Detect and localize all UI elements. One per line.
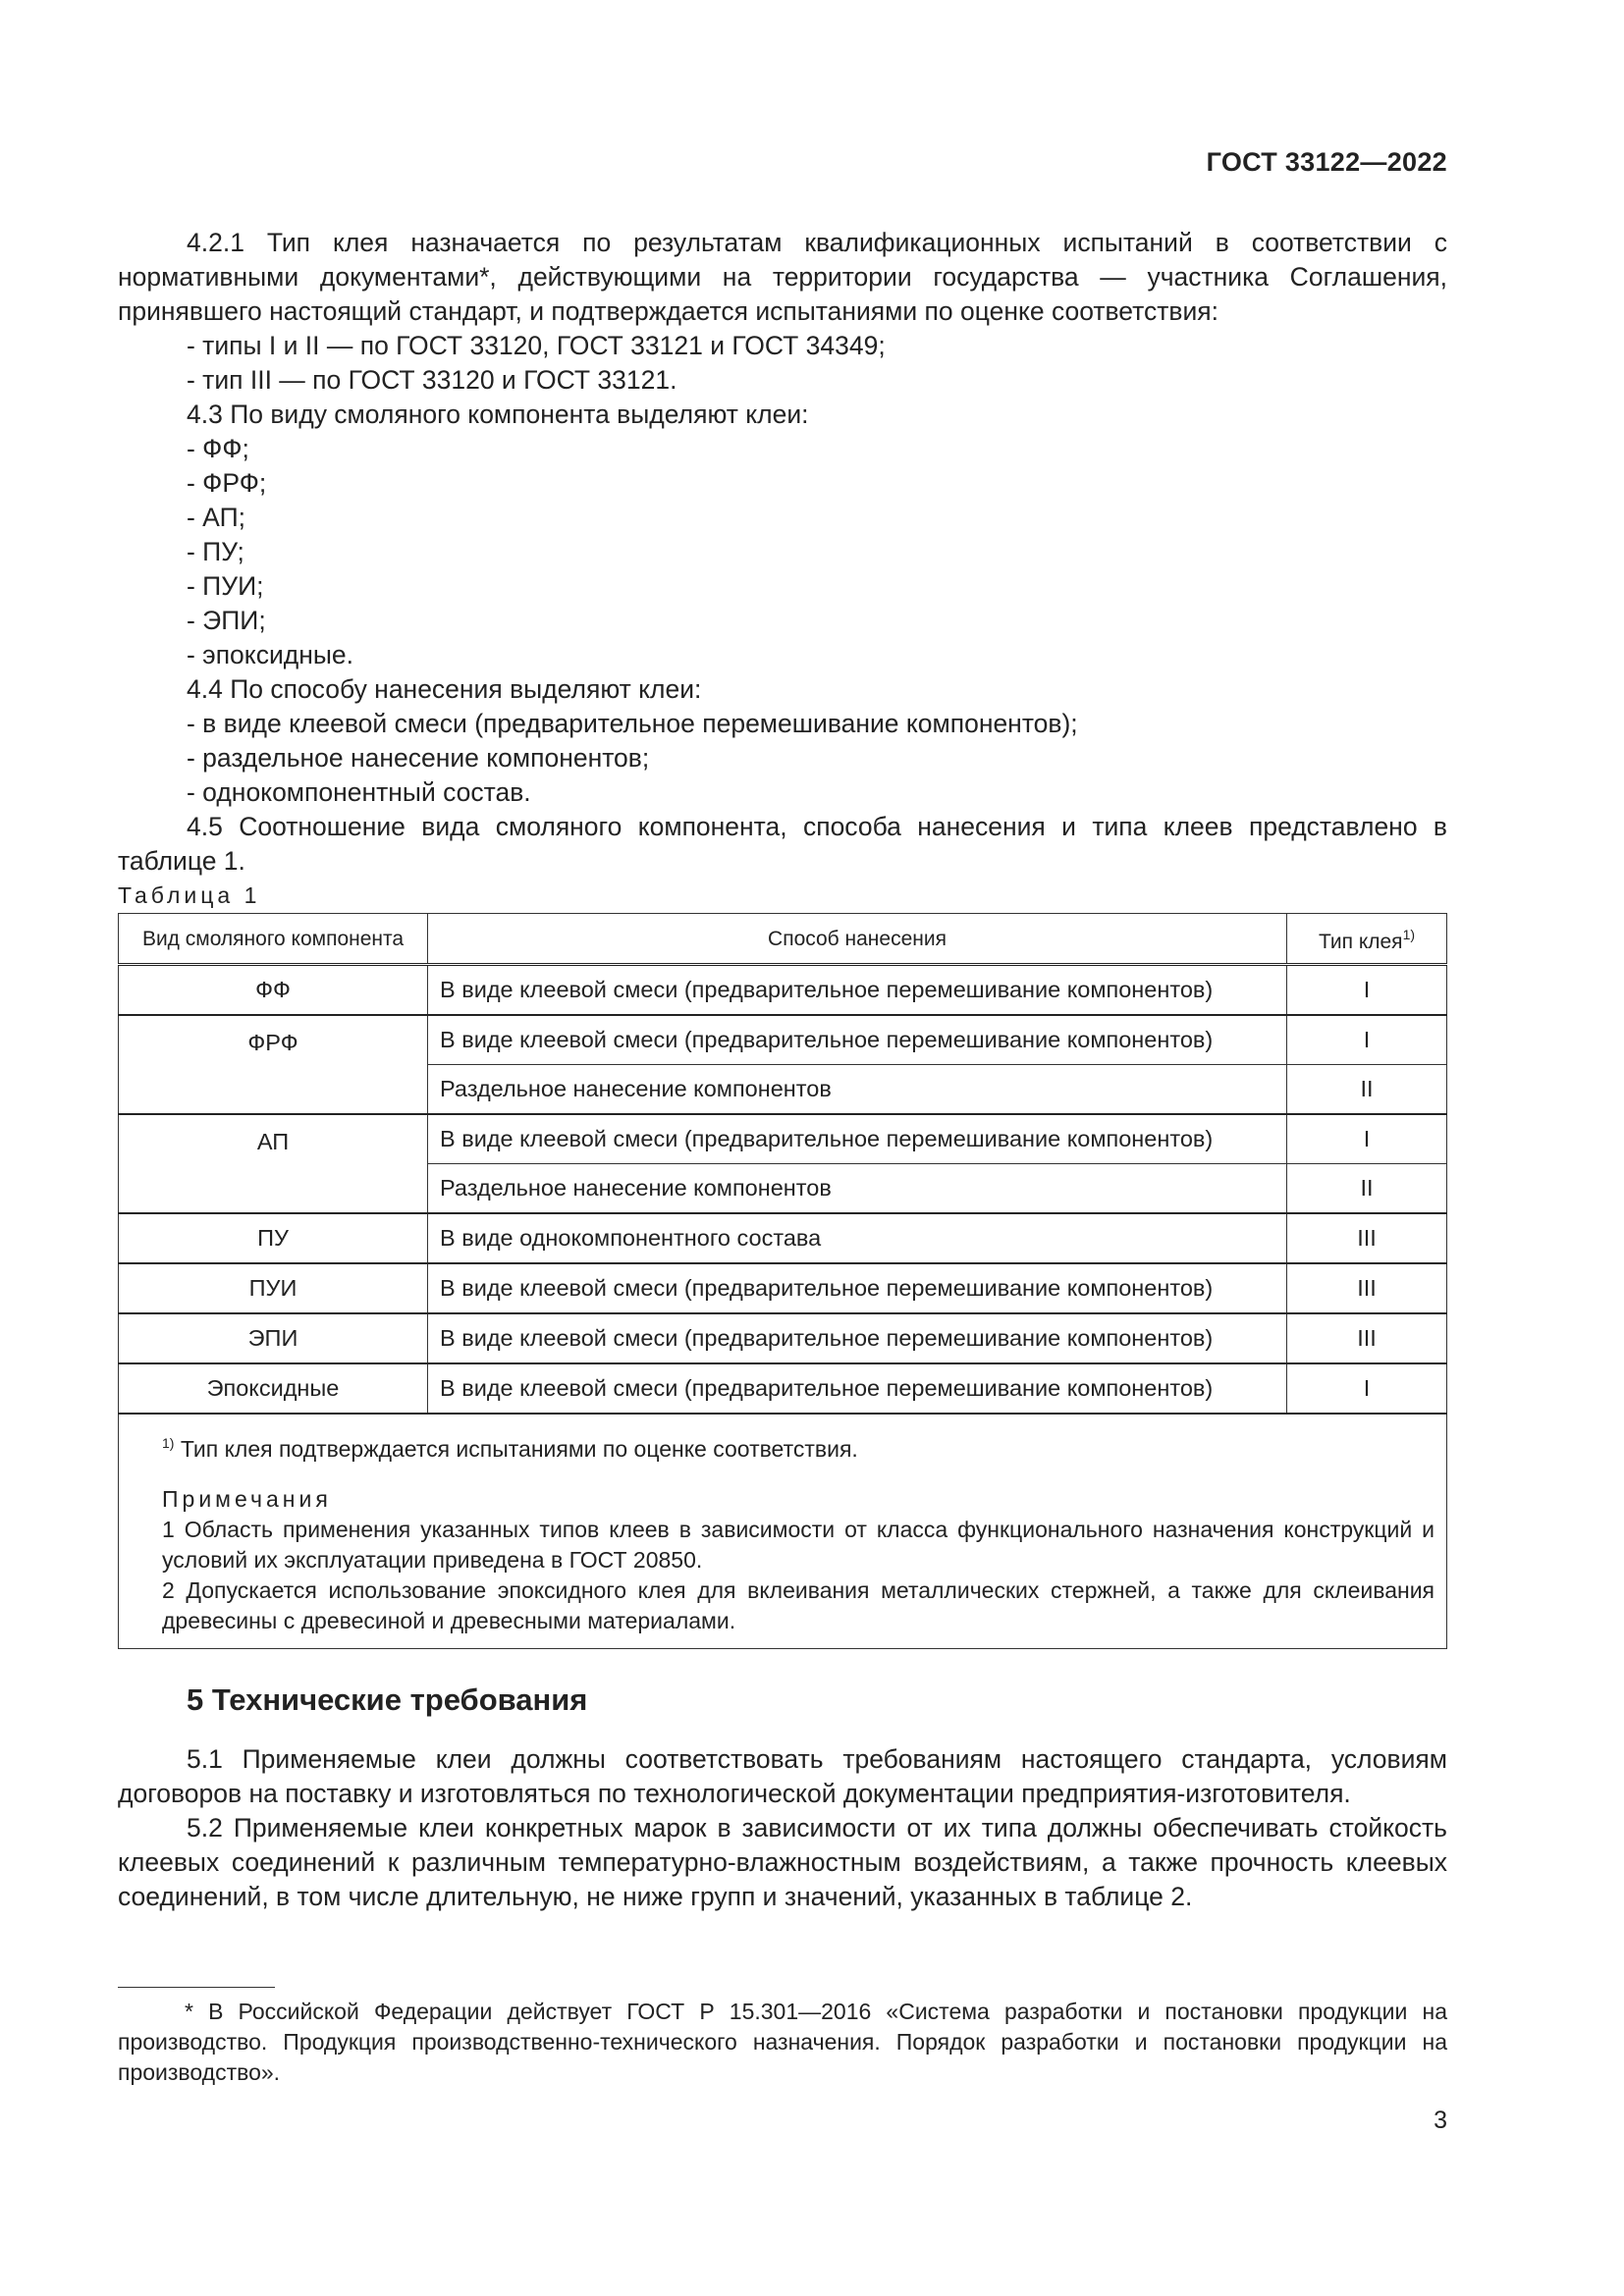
table-notes <box>119 1414 1447 1649</box>
cell-resin: ПУИ <box>119 1263 428 1313</box>
types-list-item: - тип III — по ГОСТ 33120 и ГОСТ 33121. <box>187 365 677 395</box>
cell-method: В виде клеевой смеси (предварительное перемешивание компонентов) <box>428 1114 1287 1164</box>
cell-type: I <box>1287 965 1447 1016</box>
cell-type: III <box>1287 1313 1447 1363</box>
cell-resin: АП <box>119 1114 428 1213</box>
clause-4-5: 4.5 Соотношение вида смоляного компонента, способа нанесения и типа клеев представлено в таблице 1. <box>118 812 1447 876</box>
footnote-mark: 1) <box>162 1435 175 1451</box>
method-list-item: - в виде клеевой смеси (предварительное перемешивание компонентов); <box>187 709 1078 738</box>
clause-4-3: 4.3 По виду смоляного компонента выделяют клеи: <box>187 400 809 429</box>
clause-4-4: 4.4 По способу нанесения выделяют клеи: <box>187 674 702 704</box>
table-row <box>119 1213 1447 1263</box>
cell-method: В виде клеевой смеси (предварительное перемешивание компонентов) <box>428 1263 1287 1313</box>
table-footnote <box>162 1428 1435 1465</box>
cell-type: II <box>1287 1164 1447 1214</box>
column-header-type-label: Тип клея <box>1318 931 1403 953</box>
note-2: 2 Допускается использование эпоксидного клея для вклеивания металлических стержней, а также для склеивания древесины с древесиной и древесными материалами. <box>162 1577 1435 1633</box>
document-body <box>118 226 1447 1914</box>
resin-list-item: - ФФ; <box>187 434 249 463</box>
cell-resin: ЭПИ <box>119 1313 428 1363</box>
column-header-method: Способ нанесения <box>428 914 1287 965</box>
cell-method: В виде клеевой смеси (предварительное перемешивание компонентов) <box>428 1363 1287 1414</box>
resin-list-item: - ПУ; <box>187 537 244 566</box>
page-footnote <box>118 1997 1447 2088</box>
table-row <box>119 1015 1447 1065</box>
method-list-item: - раздельное нанесение компонентов; <box>187 743 650 773</box>
cell-method: В виде однокомпонентного состава <box>428 1213 1287 1263</box>
clause-4-2-1: 4.2.1 Тип клея назначается по результатам квалификационных испытаний в соответствии с нормативными документами*, действующими на территории государства — участника Соглашения, принявшего настоящий стандарт, и подтверждается испытаниями по оценке соответствия: <box>118 228 1447 326</box>
resin-list-item: - ПУИ; <box>187 571 264 601</box>
table-row <box>119 1114 1447 1164</box>
cell-method: В виде клеевой смеси (предварительное перемешивание компонентов) <box>428 1313 1287 1363</box>
cell-type: I <box>1287 1363 1447 1414</box>
page-number: 3 <box>1434 2107 1447 2134</box>
cell-type: I <box>1287 1114 1447 1164</box>
clause-5-1: 5.1 Применяемые клеи должны соответствовать требованиям настоящего стандарта, условиям договоров на поставку и изготовляться по технологической документации предприятия-изготовителя. <box>118 1744 1447 1808</box>
table-row <box>119 1313 1447 1363</box>
cell-type: III <box>1287 1213 1447 1263</box>
cell-type: II <box>1287 1065 1447 1115</box>
cell-resin: Эпоксидные <box>119 1363 428 1414</box>
footnote-mark: 1) <box>1402 927 1416 942</box>
cell-method: Раздельное нанесение компонентов <box>428 1164 1287 1214</box>
resin-list-item: - ЭПИ; <box>187 606 266 635</box>
cell-resin: ПУ <box>119 1213 428 1263</box>
cell-resin: ФФ <box>119 965 428 1016</box>
table-row <box>119 1263 1447 1313</box>
cell-method: В виде клеевой смеси (предварительное перемешивание компонентов) <box>428 1015 1287 1065</box>
types-list-item: - типы I и II — по ГОСТ 33120, ГОСТ 33121 и ГОСТ 34349; <box>187 331 886 360</box>
table-row <box>119 965 1447 1016</box>
table-caption: Таблица 1 <box>118 882 261 908</box>
column-header-type <box>1287 914 1447 965</box>
table-row <box>119 1363 1447 1414</box>
footnote-divider <box>118 1987 275 1988</box>
cell-method: В виде клеевой смеси (предварительное перемешивание компонентов) <box>428 965 1287 1016</box>
cell-method: Раздельное нанесение компонентов <box>428 1065 1287 1115</box>
table-1 <box>118 913 1447 1649</box>
column-header-resin: Вид смоляного компонента <box>119 914 428 965</box>
page-footnote-text: * В Российской Федерации действует ГОСТ Р 15.301—2016 «Система разработки и постановки продукции на производство. Продукция производственно-технического назначения. Порядок разработки и постановки продукции на производство». <box>118 1999 1447 2085</box>
resin-list-item: - АП; <box>187 503 245 532</box>
resin-list-item: - эпоксидные. <box>187 640 353 669</box>
cell-type: III <box>1287 1263 1447 1313</box>
note-1: 1 Область применения указанных типов клеев в зависимости от класса функционального назначения конструкций и условий их эксплуатации приведена в ГОСТ 20850. <box>162 1517 1435 1573</box>
cell-resin: ФРФ <box>119 1015 428 1114</box>
clause-5-2: 5.2 Применяемые клеи конкретных марок в зависимости от их типа должны обеспечивать стойкость клеевых соединений к различным температурно-влажностным воздействиям, а также прочность клеевых соединений, в том числе длительную, не ниже групп и значений, указанных в таблице 2. <box>118 1813 1447 1911</box>
cell-type: I <box>1287 1015 1447 1065</box>
table-notes-row <box>119 1414 1447 1649</box>
section-5-heading: 5 Технические требования <box>187 1682 588 1717</box>
notes-title: Примечания <box>162 1486 332 1512</box>
table-footnote-text: Тип клея подтверждается испытаниями по оценке соответствия. <box>180 1436 858 1462</box>
document-id-header: ГОСТ 33122—2022 <box>1206 147 1447 177</box>
method-list-item: - однокомпонентный состав. <box>187 777 531 807</box>
resin-list-item: - ФРФ; <box>187 468 267 498</box>
